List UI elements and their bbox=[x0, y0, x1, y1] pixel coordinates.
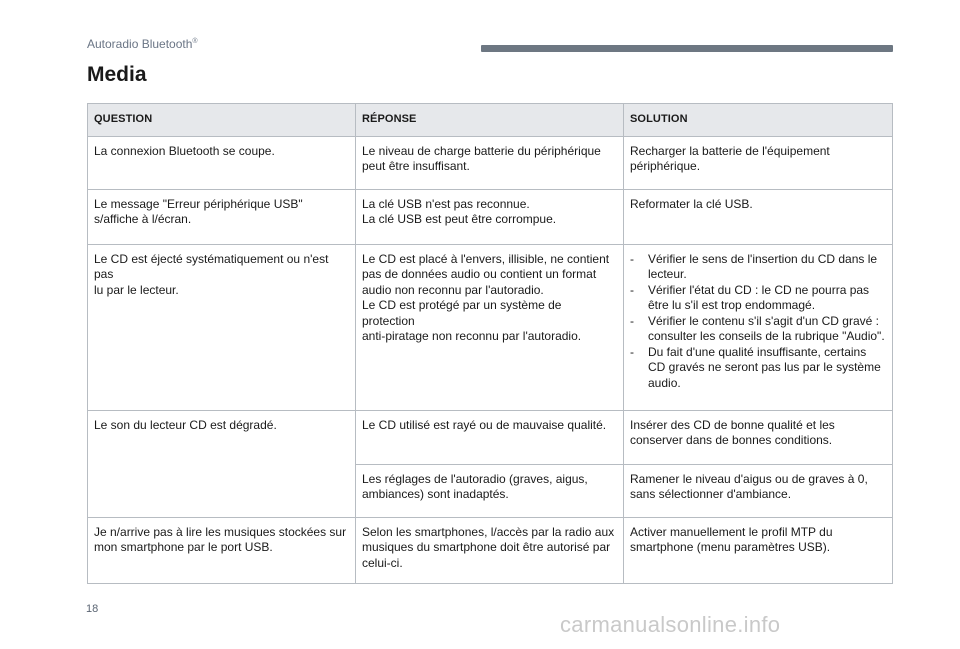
solution-line: Ramener le niveau d'aigus ou de graves à 0, bbox=[630, 471, 868, 486]
solution-line: Insérer des CD de bonne qualité et les bbox=[630, 417, 835, 432]
answer-line: Le CD est placé à l'envers, illisible, ne contient bbox=[362, 251, 610, 266]
solution-list bbox=[630, 252, 886, 392]
solution-list-item bbox=[630, 252, 886, 283]
answer-line: Les réglages de l'autoradio (graves, aigus, bbox=[362, 471, 588, 486]
solution-line: Activer manuellement le profil MTP du bbox=[630, 524, 833, 539]
table-row bbox=[88, 244, 893, 410]
watermark-text: carmanualsonline.info bbox=[560, 612, 781, 637]
header-solution: SOLUTION bbox=[624, 104, 893, 137]
solution-cell bbox=[624, 136, 893, 189]
question-line: s/affiche à l/écran. bbox=[94, 212, 192, 226]
question-cell bbox=[88, 136, 356, 189]
answer-line: Selon les smartphones, l/accès par la radio aux bbox=[362, 524, 615, 539]
trademark-symbol: ® bbox=[192, 38, 198, 45]
solution-cell bbox=[624, 464, 893, 517]
solution-line: - Vérifier l'état du CD : le CD ne pourra pas bbox=[648, 282, 870, 297]
answer-line: Le CD est protégé par un système de protection bbox=[362, 298, 562, 328]
solution-line: CD gravés ne seront pas lus par le système bbox=[648, 360, 881, 374]
solution-line: conserver dans de bonnes conditions. bbox=[630, 433, 833, 447]
solution-line: smartphone (menu paramètres USB). bbox=[630, 540, 831, 554]
question-cell bbox=[88, 244, 356, 410]
solution-line: audio. bbox=[648, 375, 681, 390]
solution-line: - Du fait d'une qualité insuffisante, certains bbox=[648, 344, 867, 359]
answer-line: anti-piratage non reconnu par l'autoradio. bbox=[362, 329, 582, 343]
solution-cell bbox=[624, 410, 893, 464]
question-line: lu par le lecteur. bbox=[94, 282, 179, 297]
solution-line: être lu s'il est trop endommagé. bbox=[648, 298, 816, 312]
solution-line: sans sélectionner d'ambiance. bbox=[630, 487, 792, 501]
question-line: mon smartphone par le port USB. bbox=[94, 540, 273, 554]
answer-line: audio non reconnu par l'autoradio. bbox=[362, 282, 544, 297]
table-header-row bbox=[88, 104, 893, 137]
answer-line: musiques du smartphone doit être autorisé par bbox=[362, 540, 611, 554]
question-text: La connexion Bluetooth se coupe. bbox=[94, 143, 275, 158]
header-answer: RÉPONSE bbox=[356, 104, 624, 137]
faq-table bbox=[87, 103, 893, 584]
answer-cell bbox=[356, 189, 624, 244]
solution-line: lecteur. bbox=[648, 267, 687, 281]
page-heading: Media bbox=[87, 63, 147, 86]
solution-line: consulter les conseils de la rubrique "Audio". bbox=[648, 329, 885, 343]
solution-cell bbox=[624, 189, 893, 244]
header-bar bbox=[481, 45, 893, 52]
solution-list-item bbox=[630, 345, 886, 392]
question-line: Je n/arrive pas à lire les musiques stockées sur bbox=[94, 524, 347, 539]
answer-line: celui-ci. bbox=[362, 555, 403, 570]
solution-line: - Vérifier le contenu s'il s'agit d'un CD gravé : bbox=[648, 313, 879, 328]
question-cell bbox=[88, 517, 356, 583]
solution-line: périphérique. bbox=[630, 159, 701, 173]
answer-cell bbox=[356, 136, 624, 189]
section-title-text: Autoradio Bluetooth bbox=[87, 37, 193, 51]
answer-line: pas de données audio ou contient un format bbox=[362, 267, 597, 281]
solution-line: Recharger la batterie de l'équipement bbox=[630, 143, 830, 158]
answer-line: La clé USB n'est pas reconnue. bbox=[362, 196, 530, 211]
answer-cell bbox=[356, 410, 624, 464]
answer-cell bbox=[356, 244, 624, 410]
question-text: Le son du lecteur CD est dégradé. bbox=[94, 417, 277, 432]
answer-line: La clé USB est peut être corrompue. bbox=[362, 212, 557, 226]
solution-list-item bbox=[630, 283, 886, 314]
question-line: Le message "Erreur périphérique USB" bbox=[94, 196, 303, 211]
page-number: 18 bbox=[86, 603, 99, 615]
solution-line: - Vérifier le sens de l'insertion du CD dans le bbox=[648, 251, 878, 266]
answer-cell bbox=[356, 517, 624, 583]
table-row bbox=[88, 136, 893, 189]
question-cell bbox=[88, 189, 356, 244]
answer-text: Le CD utilisé est rayé ou de mauvaise qualité. bbox=[362, 417, 607, 432]
table-row bbox=[88, 189, 893, 244]
table-row bbox=[88, 410, 893, 464]
solution-list-item bbox=[630, 314, 886, 345]
answer-line: peut être insuffisant. bbox=[362, 159, 470, 173]
answer-line: ambiances) sont inadaptés. bbox=[362, 487, 509, 501]
solution-cell bbox=[624, 517, 893, 583]
answer-line: Le niveau de charge batterie du périphérique bbox=[362, 143, 601, 158]
question-cell bbox=[88, 410, 356, 517]
solution-text: Reformater la clé USB. bbox=[630, 196, 753, 211]
answer-cell bbox=[356, 464, 624, 517]
section-title bbox=[87, 37, 198, 51]
solution-cell bbox=[624, 244, 893, 410]
table-row bbox=[88, 517, 893, 583]
header-question: QUESTION bbox=[88, 104, 356, 137]
question-line: Le CD est éjecté systématiquement ou n'est pas bbox=[94, 251, 329, 281]
